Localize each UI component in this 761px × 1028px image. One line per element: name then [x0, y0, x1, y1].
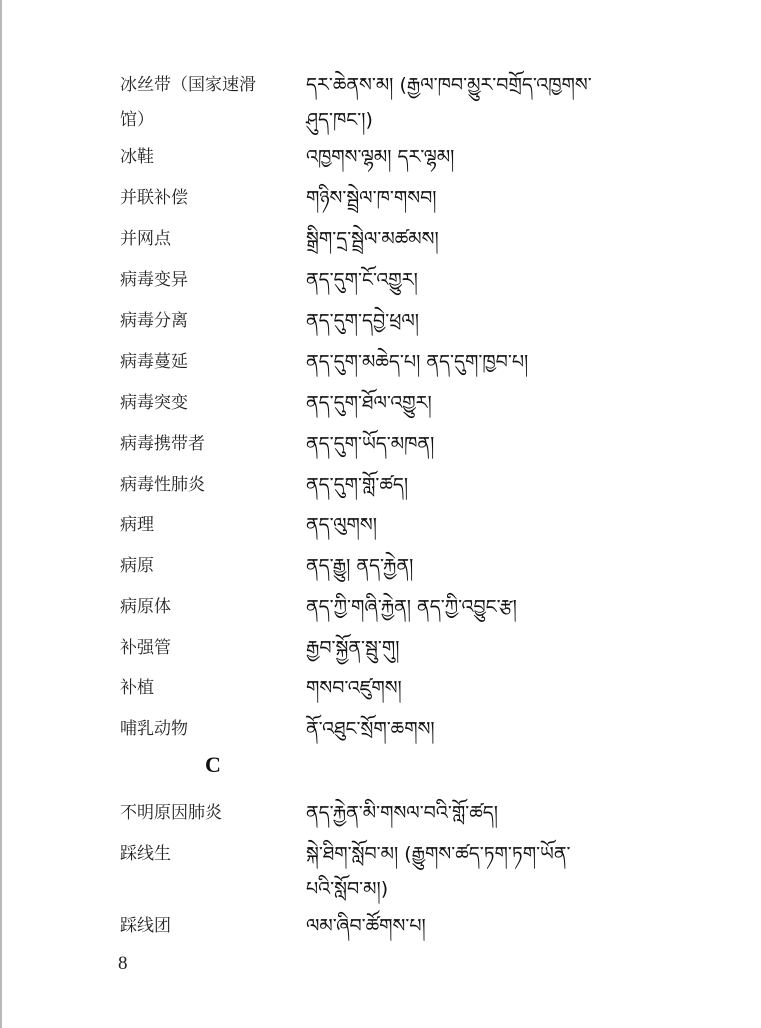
- tibetan-term: དར་ཆེནས་མ། (རྒྱལ་ཁབ་མྱུར་བགྲོད་འཁྱགས་ཤུད་ཁང་།): [306, 74, 592, 131]
- chinese-term: 病毒突变: [120, 393, 188, 413]
- tibetan-term: གཉིས་སྦྲེལ་ཁ་གསབ།: [306, 187, 437, 209]
- tibetan-term: ནད་རྒྱུ། ནད་རྐྱེན།: [306, 555, 414, 577]
- tibetan-term: ནད་དུག་ངོ་འགྱུར།: [306, 269, 418, 291]
- tibetan-term: ནད་དུག་གློ་ཚད།: [306, 474, 409, 496]
- chinese-term: 并网点: [120, 229, 171, 249]
- tibetan-term: ལམ་ཞིབ་ཚོགས་པ།: [306, 915, 426, 937]
- chinese-term: 补强管: [120, 638, 171, 658]
- chinese-term: 踩线团: [120, 916, 171, 936]
- chinese-term: 哺乳动物: [120, 719, 188, 739]
- tibetan-term: ནད་དུག་དབྱེ་ཕྲལ།: [306, 310, 420, 332]
- chinese-term: 病毒分离: [120, 311, 188, 331]
- tibetan-term: ནད་དུག་ཐོལ་འགྱུར།: [306, 392, 432, 414]
- tibetan-term: འཁྱགས་ལྷམ། དར་ལྷམ།: [306, 146, 455, 168]
- page-number: 8: [118, 953, 128, 974]
- chinese-term: 病毒性肺炎: [120, 475, 205, 495]
- chinese-term: 病毒携带者: [120, 434, 205, 454]
- chinese-term: 不明原因肺炎: [120, 803, 222, 823]
- chinese-term: 踩线生: [120, 844, 171, 864]
- section-letter-heading: C: [205, 752, 221, 777]
- chinese-term: 并联补偿: [120, 188, 188, 208]
- tibetan-term: སྐེ་ཐིག་སློབ་མ། (རྒྱུགས་ཚད་ཏག་ཏག་ཡོན་པའི་སློབ་མ།): [306, 843, 571, 900]
- chinese-term: 病原: [120, 556, 154, 576]
- tibetan-term: ནད་དུག་མཆེད་པ། ནད་དུག་ཁྱབ་པ།: [306, 351, 529, 373]
- tibetan-term: ནོ་འཐུང་སྲོག་ཆགས།: [306, 718, 435, 740]
- tibetan-term: ནད་རྐྱེན་མི་གསལ་བའི་གློ་ཚད།: [306, 802, 498, 824]
- chinese-term: 补植: [120, 678, 154, 698]
- chinese-term: 病毒蔓延: [120, 352, 188, 372]
- tibetan-term: རྒྱབ་སྐྱོན་སྦུ་གུ།: [306, 637, 400, 659]
- chinese-term: 冰鞋: [120, 147, 154, 167]
- tibetan-term: ནད་ཀྱི་གཞི་རྐྱེན། ནད་ཀྱི་འབྱུང་རྩ།: [306, 596, 517, 618]
- chinese-term: 病理: [120, 515, 154, 535]
- chinese-term: 病毒变异: [120, 270, 188, 290]
- chinese-term: 病原体: [120, 597, 171, 617]
- chinese-term: 冰丝带（国家速滑馆）: [120, 75, 256, 130]
- tibetan-term: གསབ་འཛུགས།: [306, 677, 402, 699]
- tibetan-term: ནད་དུག་ཡོད་མཁན།: [306, 433, 435, 455]
- tibetan-term: སྒྲིག་དྲ་སྦྲེལ་མཚམས།: [306, 228, 439, 250]
- tibetan-term: ནད་ལུགས།: [306, 514, 377, 536]
